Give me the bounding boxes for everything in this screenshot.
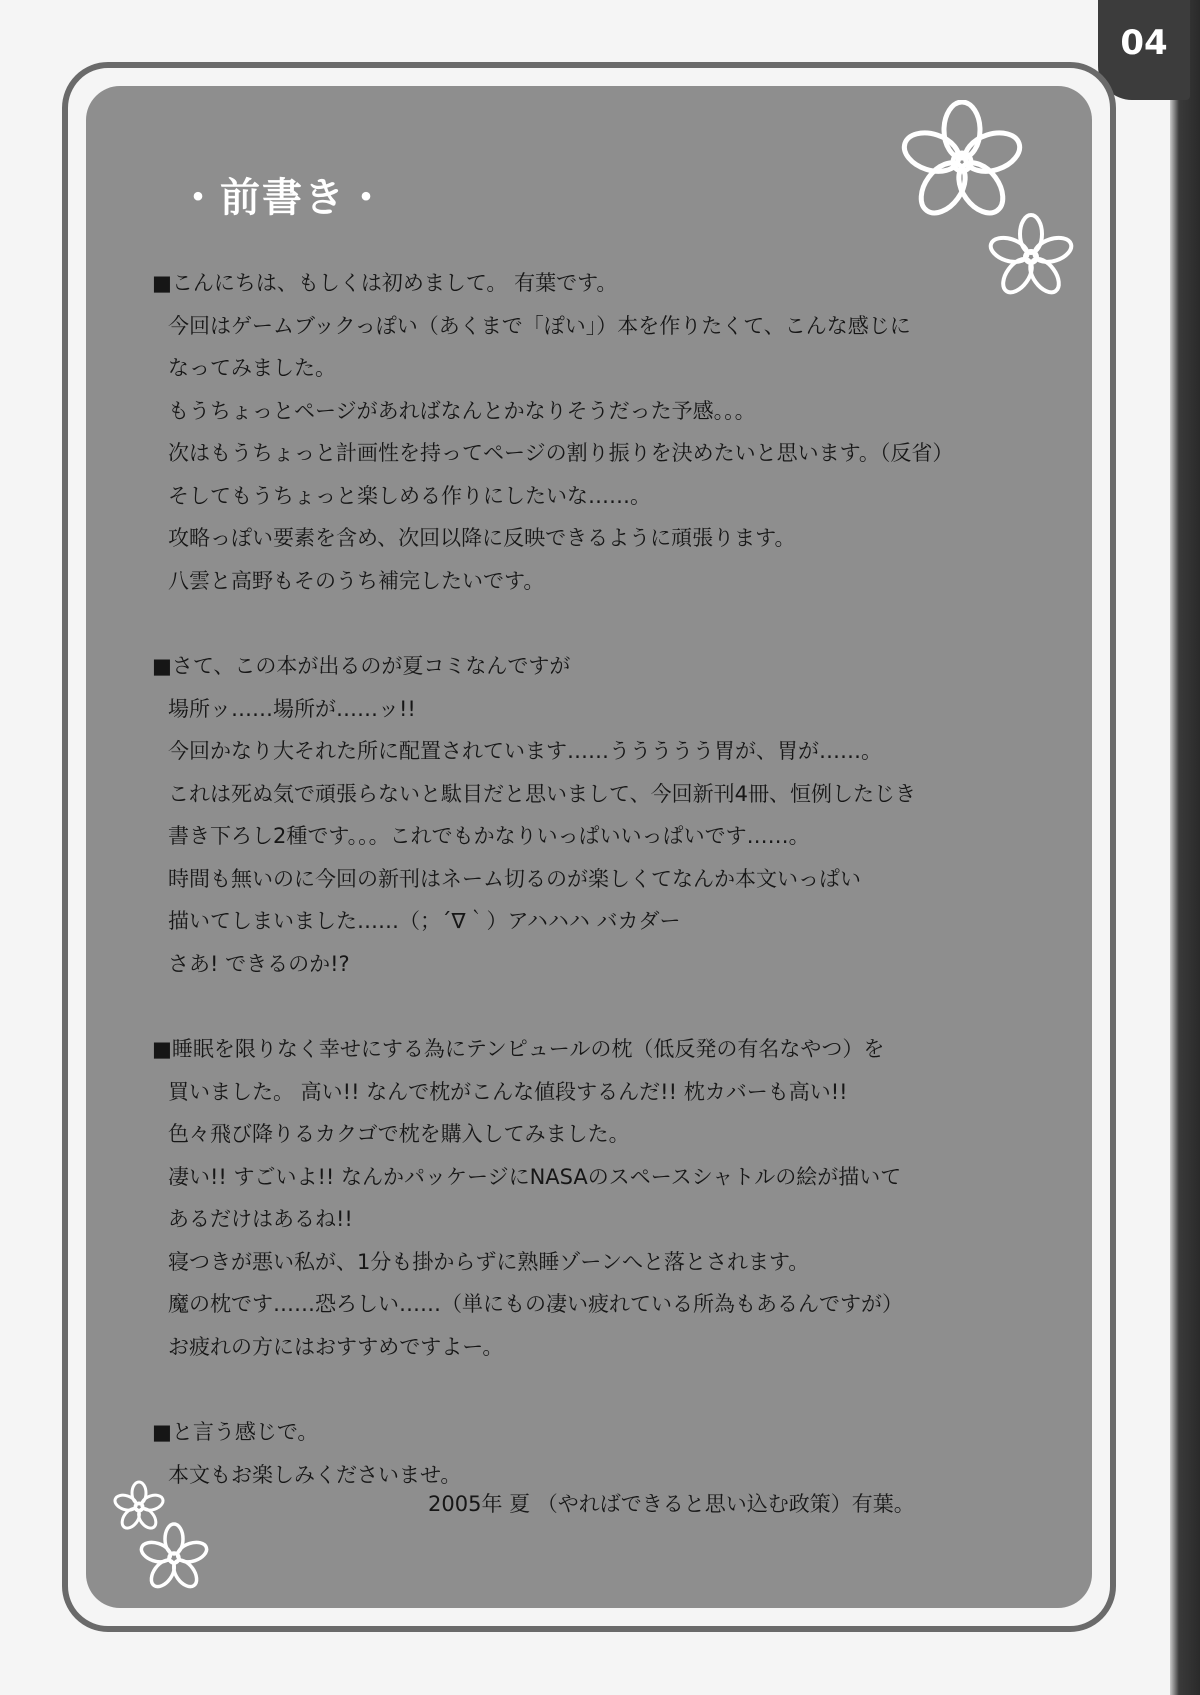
page-edge-shadow: [1170, 0, 1200, 1695]
text-line: 魔の枕です……恐ろしい……（単にもの凄い疲れている所為もあるんですが）: [168, 1292, 903, 1316]
text-line: 書き下ろし2種です。。。これでもかなりいっぱいいっぱいです……。: [168, 824, 810, 848]
page-number-tab: [1098, 0, 1190, 100]
text-line: 寝つきが悪い私が、1分も掛からずに熟睡ゾーンへと落とされます。: [168, 1249, 810, 1274]
section-gap: [152, 1368, 1052, 1411]
text-line: 時間も無いのに今回の新刊はネーム切るのが楽しくてなんか本文いっぱい: [168, 866, 861, 891]
section-greeting: [152, 262, 1052, 602]
text-line: ■と言う感じで。: [152, 1420, 319, 1444]
section-closing: [152, 1411, 1052, 1496]
preface-body: [152, 262, 1052, 1496]
text-line: 凄い!! すごいよ!! なんかパッケージにNASAのスペースシャトルの絵が描いて: [168, 1164, 902, 1189]
section-comiket: [152, 645, 1052, 985]
text-line: 今回かなり大それた所に配置されています……ううううう胃が、胃が……。: [168, 739, 882, 763]
text-line: もうちょっとページがあればなんとかなりそうだった予感。。。: [168, 398, 756, 423]
page-title: ・前書き・: [178, 175, 388, 221]
text-line: ■睡眠を限りなく幸せにする為にテンピュールの枕（低反発の有名なやつ）を: [152, 1037, 885, 1061]
text-line: 八雲と高野もそのうち補完したいです。: [168, 568, 545, 593]
text-line: 買いました。 高い!! なんで枕がこんな値段するんだ!! 枕カバーも高い!!: [168, 1079, 848, 1104]
text-line: 色々飛び降りるカクゴで枕を購入してみました。: [168, 1122, 630, 1146]
text-line: 次はもうちょっと計画性を持ってページの割り振りを決めたいと思います。（反省）: [168, 441, 954, 465]
text-line: 場所ッ……場所が……ッ!!: [168, 696, 416, 721]
flower-icon: [138, 1522, 210, 1594]
text-line: 今回はゲームブックっぽい（あくまで「ぽい」）本を作りたくて、こんな感じに: [168, 313, 911, 338]
page-number: 04: [1120, 23, 1168, 63]
text-line: あるだけはあるね!!: [168, 1207, 353, 1231]
section-pillow: [152, 1028, 1052, 1368]
text-line: ■こんにちは、もしくは初めまして。 有葉です。: [152, 271, 618, 295]
text-line: これは死ぬ気で頑張らないと駄目だと思いまして、今回新刊4冊、恒例したじき: [168, 781, 916, 806]
text-line: なってみました。: [168, 356, 336, 380]
text-line: ■さて、この本が出るのが夏コミなんですが: [152, 654, 571, 678]
signature: 2005年 夏 （やればできると思い込む政策）有葉。: [428, 1492, 915, 1516]
text-line: 本文もお楽しみくださいませ。: [168, 1462, 462, 1487]
flower-icon: [894, 100, 1030, 230]
text-line: お疲れの方にはおすすめですよー。: [168, 1334, 504, 1359]
section-gap: [152, 602, 1052, 645]
text-line: さあ! できるのか!?: [168, 951, 350, 976]
section-gap: [152, 985, 1052, 1028]
text-line: 描いてしまいました……（；´∇｀）アハハハ バカダー: [168, 909, 681, 933]
text-line: そしてもうちょっと楽しめる作りにしたいな……。: [168, 483, 651, 508]
text-line: 攻略っぽい要素を含め、次回以降に反映できるように頑張ります。: [168, 526, 796, 550]
